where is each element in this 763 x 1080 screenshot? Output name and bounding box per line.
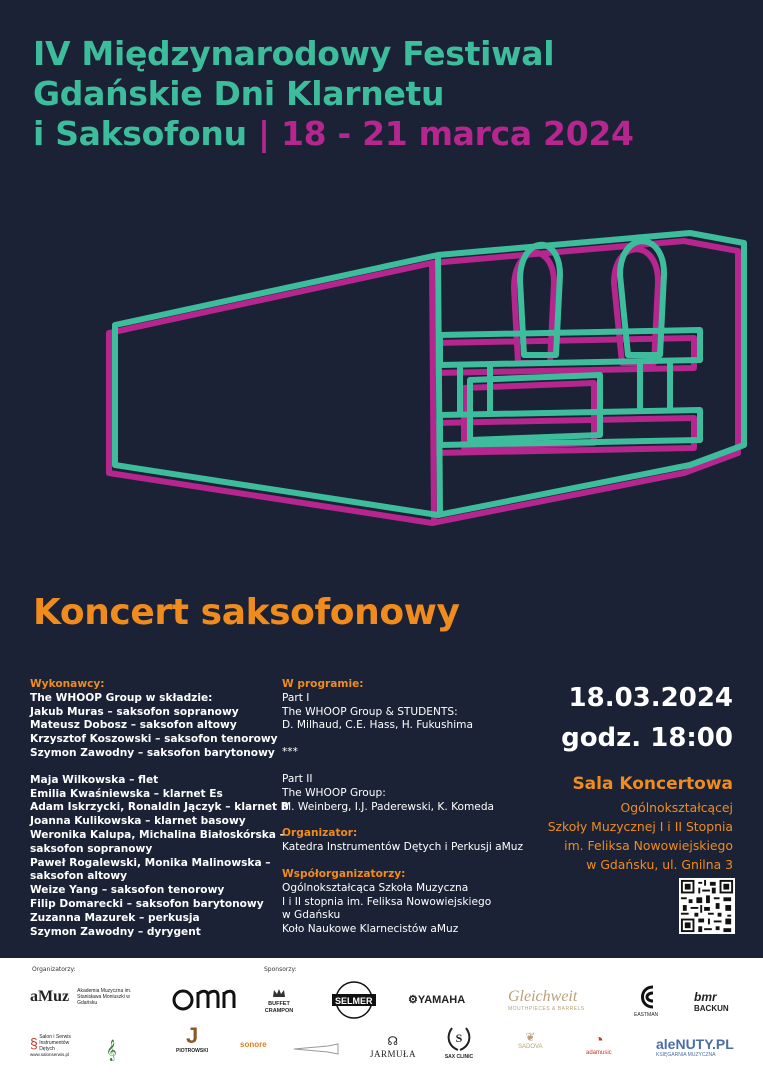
performer-line: Emilia Kwaśniewska – klarnet Es (30, 787, 223, 800)
buffet-crampon-logo: BUFFET CRAMPON (262, 988, 296, 1015)
concert-title: Koncert saksofonowy (33, 592, 460, 633)
title-line-3-text: i Saksofonu (33, 114, 247, 153)
part-2-title: Part II (282, 772, 313, 785)
festival-dates: 18 - 21 marca 2024 (280, 114, 634, 153)
svg-text:S: S (455, 1031, 463, 1045)
sponsors-label: Sponsorzy: (264, 966, 297, 973)
salon-serwis-logo: § Salon i Serwis Instrumentów Dętych www.salonserwis.pl (30, 1034, 71, 1057)
title-line-2: Gdańskie Dni Klarnetu (33, 74, 445, 113)
backun-logo: bmr BACKUN (694, 990, 729, 1013)
title-line-1: IV Międzynarodowy Festiwal (33, 34, 555, 73)
adamusic-logo: ◔ adamusic (586, 1032, 612, 1056)
address-line: Ogólnokształcącej (620, 800, 733, 815)
qr-code[interactable] (679, 878, 735, 934)
coorganizers-label: Współorganizatorzy: (282, 867, 406, 880)
event-time: godz. 18:00 (561, 723, 733, 753)
osm-logo (172, 988, 236, 1012)
address-line: im. Feliksa Nowowiejskiego (564, 838, 733, 853)
salon-icon: § (30, 1035, 38, 1051)
performer-line: Maja Wilkowska – flet (30, 773, 159, 786)
yamaha-logo: ⚙YAMAHA (408, 994, 466, 1006)
coorganizer-line: Ogólnokształcąca Szkoła Muzyczna (282, 881, 469, 894)
jarmula-mark-icon: ☊ (387, 1034, 399, 1048)
backun-mark-icon: bmr (694, 990, 717, 1004)
eastman-logo: EASTMAN (634, 984, 658, 1018)
performer-line: Krzysztof Koszowski – saksofon tenorowy (30, 733, 278, 746)
venue-address (548, 798, 733, 874)
performers-label: Wykonawcy: (30, 678, 105, 690)
music-school-logo-icon: 𝄞 (106, 1040, 117, 1060)
organizer-label: Organizator: (282, 827, 358, 840)
address-line: Szkoły Muzycznej I i II Stopnia (547, 819, 733, 834)
program-label: W programie: (282, 678, 364, 690)
group-intro: The WHOOP Group w składzie: (30, 691, 213, 704)
festival-title (33, 34, 634, 154)
piotrowski-j-icon: J (185, 1023, 199, 1048)
performer-line: Szymon Zawodny – dyrygent (30, 925, 201, 938)
part-2-group: The WHOOP Group: (282, 786, 386, 799)
performer-line: Szymon Zawodny – saksofon barytonowy (30, 746, 275, 759)
part-1-title: Part I (282, 691, 310, 704)
part-1-group: The WHOOP Group & STUDENTS: (282, 705, 458, 718)
sax-clinic-logo: S SAX CLINIC (444, 1024, 474, 1060)
organizer-name: Katedra Instrumentów Dętych i Perkusji aMuz (282, 841, 524, 854)
coorganizer-line: w Gdańsku (282, 909, 341, 922)
eastman-emblem-icon (635, 984, 657, 1010)
performer-line: Zuzanna Mazurek – perkusja (30, 911, 200, 924)
sponsors-footer (0, 958, 763, 1080)
laurel-icon (444, 1024, 474, 1052)
performer-line: Weronika Kalupa, Michalina Białoskórska – (30, 828, 285, 841)
event-date: 18.03.2024 (568, 683, 733, 713)
mouthpiece-ligature-illustration (0, 215, 763, 545)
performer-line: Paweł Rogalewski, Monika Malinowska – (30, 856, 271, 869)
performer-line: Weize Yang – saksofon tenorowy (30, 884, 225, 897)
title-separator: | (258, 114, 270, 153)
adamusic-mark-icon: ◔ (594, 1032, 604, 1049)
performer-line: Jakub Muras – saksofon sopranowy (30, 705, 239, 718)
sadova-logo: ❦ SADOVA (518, 1030, 543, 1050)
selmer-text: SELMER (335, 996, 373, 1006)
event-venue: Sala Koncertowa (572, 774, 733, 794)
part-1-composers: D. Milhaud, C.E. Hass, H. Fukushima (282, 719, 473, 732)
performer-line: Filip Domarecki – saksofon barytonowy (30, 897, 264, 910)
performer-line: Adam Iskrzycki, Ronaldin Jączyk – klarnet B (30, 801, 289, 814)
part-2-composers: M. Weinberg, I.J. Paderewski, K. Komeda (282, 800, 495, 813)
jarmula-logo: ☊ JARMUŁA (370, 1034, 417, 1059)
program-separator: *** (282, 746, 298, 759)
instrument-shop-logo-icon (292, 1042, 340, 1056)
program-column (282, 678, 522, 937)
performer-line: Joanna Kulikowska – klarnet basowy (30, 815, 246, 828)
amuz-logo: aMuz Akademia Muzyczna im. Stanisława Moniuszki w Gdańsku (30, 988, 132, 1007)
alenuty-logo[interactable]: aleNUTY.PL KSIĘGARNIA MUZYCZNA (656, 1036, 734, 1058)
event-details (548, 680, 733, 874)
organizers-label: Organizatorzy: (32, 966, 76, 973)
sadova-mark-icon: ❦ (525, 1030, 536, 1044)
piotrowski-logo: J PIOTROWSKI (176, 1023, 209, 1054)
tuning-fork-icon: ⚙ (408, 994, 418, 1006)
coorganizer-line: Koło Naukowe Klarnecistów aMuz (282, 923, 459, 936)
coorganizer-line: I i II stopnia im. Feliksa Nowowiejskiego (282, 895, 492, 908)
title-line-3 (33, 114, 634, 154)
performer-line: saksofon altowy (30, 870, 128, 883)
crown-icon (272, 988, 286, 998)
performers-column (30, 678, 289, 939)
performer-line: saksofon sopranowy (30, 842, 153, 855)
address-line: w Gdańsku, ul. Gnilna 3 (586, 857, 733, 872)
performer-line: Mateusz Dobosz – saksofon altowy (30, 719, 237, 732)
gleichweit-logo: Gleichweit MOUTHPIECES & BARRELS (508, 988, 585, 1012)
sonore-logo: sonore (240, 1040, 267, 1049)
